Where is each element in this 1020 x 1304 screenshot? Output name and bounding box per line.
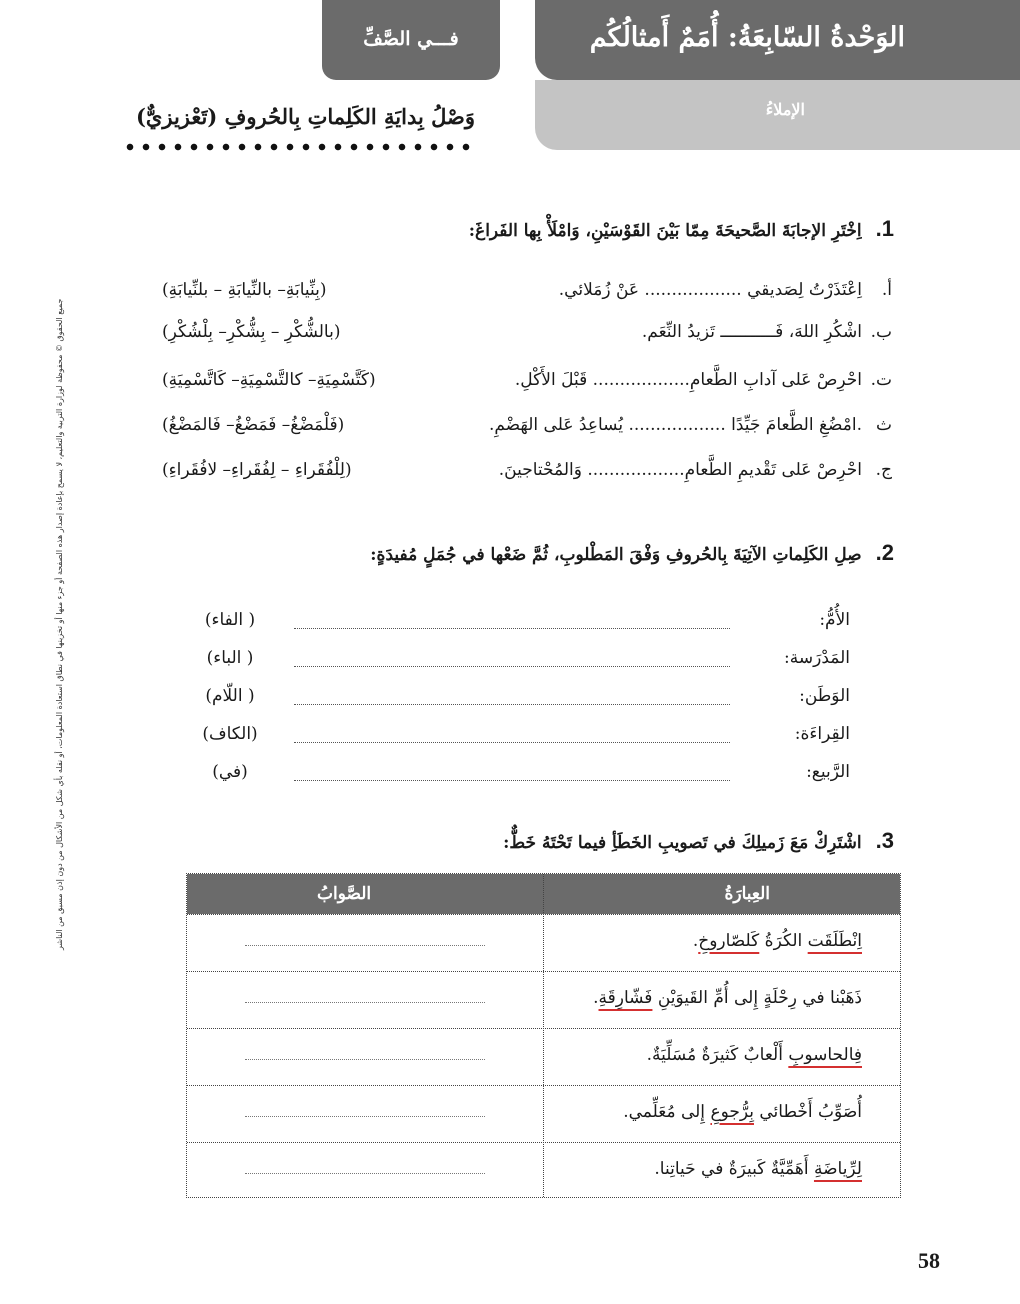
answer-line[interactable] [245,945,485,946]
error-word: بِرُّجوعِ [710,1102,754,1122]
q2-item-word: الوَطَن: [799,686,850,706]
answer-line[interactable] [245,1059,485,1060]
q1-item-sentence: اِعْتَذَرْتُ لِصَديقي .................. عَنْ زُمَلائي. [558,280,862,300]
q2-item-letter: ( الفاء) [204,610,256,630]
q1-item-letter: ج. [875,460,892,480]
q1-prompt [469,216,894,242]
row-phrase: لِرِّياضَةِ أَهَمِّيَّةٌ كَبيرَةٌ في حَياتِنا. [654,1159,862,1179]
q2-item [170,724,850,758]
q3-number: 3. [875,828,894,853]
q1-item-letter: ث [875,415,892,435]
col-correct-header: الصَّوابُ [317,884,372,904]
q2-item-word: المَدْرَسة: [784,648,850,668]
q2-answer-line[interactable] [294,628,730,629]
q1-item-letter: ب. [870,322,892,342]
correction-table [186,873,901,1198]
q2-text: صِلِ الكَلِماتِ الآتِيَةَ بِالحُروفِ وَفْقَ المَطْلوبِ، ثُمَّ ضَعْها في جُمَلٍ مُفيدَةٍ: [370,545,862,565]
error-word: فَشّارِقَةِ [598,988,653,1008]
q1-item-options: (لِلْفُقَراءِ – لِفُقَراءِ– لافُقَراءِ) [162,460,352,480]
q1-item-options: (بِنِّيابَةِ– بالنِّيابَةِ – بلنِّيابَةِ) [162,280,327,300]
section-title-dots [120,140,476,154]
q1-item-letter: ت. [870,370,892,390]
q2-item-word: الرَّبيع: [806,762,850,782]
class-tab [322,0,500,80]
q1-item-sentence: اشْكُرِ اللهَ، فَـــــــــــ تَزيدُ النِّعَم. [641,322,862,342]
q1-item-sentence: احْرِصْ عَلى تَقْديمِ الطَّعامِ.................. وَالمُحْتاجينَ. [498,460,862,480]
section-title: وَصْلُ بِدايَةِ الكَلِماتِ بِالحُروفِ (تَعْزيزيٌّ) [135,104,475,129]
q2-item-word: القِراءَة: [794,724,850,744]
q1-item-letter: أ. [881,280,892,300]
answer-line[interactable] [245,1002,485,1003]
error-word: كَلصّاروخِ [698,931,760,951]
q2-answer-line[interactable] [294,780,730,781]
q1-item-sentence: احْرِصْ عَلى آدابِ الطَّعامِ.................. قَبْلَ الأَكْلِ. [514,370,862,390]
q2-item-word: الأُمُّ: [819,610,850,630]
q1-item [162,322,892,356]
q1-item [162,415,892,449]
unit-title-banner [535,0,1020,80]
answer-line[interactable] [245,1173,485,1174]
table-row [187,971,900,1028]
error-word: فِالحاسوبِ [788,1045,862,1065]
q2-number: 2. [875,540,894,565]
q3-prompt [503,828,894,854]
table-row [187,914,900,971]
q2-answer-line[interactable] [294,666,730,667]
q2-item-letter: ( اللّام) [205,686,255,706]
copyright-note: جميع الحقوق © محفوظة لوزارة التربية والتعليم، لا يسمح بإعادة إصدار هذه الصفحة أو جزء منها أو تخزينها في نطاق استعادة المعلومات، أو نقله بأي شكل من الأشكال من دون إذن مسبق من الناشر [55,298,64,950]
unit-title: الوَحْدةُ السّابِعَةُ: أُمَمٌ أَمثالُكُم [589,22,905,53]
class-tab-label: فـــي الصَّفِّ [363,28,459,50]
q2-item [170,648,850,682]
q1-text: اِخْتَرِ الإجابَةَ الصَّحيحَةَ مِمّا بَيْنَ القَوْسَيْنِ، وَامْلَأْ بِها الفَراغَ: [468,221,862,241]
row-phrase: أُصَوِّبُ أَخْطائي بِرُّجوعِ إِلى مُعَلِّمي. [623,1102,862,1122]
lesson-name: الإملاءُ [765,100,805,119]
q1-item-sentence: .امْضُغِ الطَّعامَ جَيِّدًا .................. يُساعِدُ عَلى الهَضْمِ. [488,415,862,435]
error-word: لِرِّياضَةِ [813,1159,862,1179]
q3-text: اشْتَرِكْ مَعَ زَميلِكَ في تَصويبِ الخَطَأِ فيما تَحْتَهُ خَطٌّ: [503,833,862,853]
q2-item [170,610,850,644]
q1-item-options: (كَتَّسْمِيَةِ– كالتَّسْمِيَةِ– كَاتَّسْمِيَةِ) [162,370,376,390]
table-row [187,1028,900,1085]
q1-item-options: (بالشُّكْرِ – بِشُّكْرِ– بِلْشُكْرِ) [162,322,341,342]
q1-item [162,280,892,314]
q2-answer-line[interactable] [294,704,730,705]
error-word: اِنْطَلَقَت [807,931,862,951]
q1-item [162,460,892,494]
col-phrase-header: العِبارَةُ [724,884,770,904]
q2-answer-line[interactable] [294,742,730,743]
table-row [187,1142,900,1199]
row-phrase: ذَهَبْنا في رِحْلَةٍ إِلى أُمِّ القَيوَيْنِ فَشّارِقَةِ. [593,988,862,1008]
q2-prompt [370,540,894,566]
q1-item [162,370,892,404]
q2-item-letter: (في) [212,762,248,782]
lesson-banner [535,80,1020,150]
q2-item [170,686,850,720]
q1-item-options: (فَلْمَضْغُ– فَمَضْغُ– فَالمَضْغُ) [162,415,345,435]
page-number: 58 [918,1248,940,1273]
q1-number: 1. [875,216,894,241]
q2-item-letter: ( الباء) [206,648,254,668]
q2-item-letter: (الكاف) [202,724,258,744]
table-row [187,1085,900,1142]
q2-item [170,762,850,796]
answer-line[interactable] [245,1116,485,1117]
row-phrase: فِالحاسوبِ أَلْعابٌ كَثيرَةٌ مُسَلِّيَةٌ. [646,1045,862,1065]
row-phrase: اِنْطَلَقَت الكُرَةُ كَلصّاروخِ. [692,931,862,951]
